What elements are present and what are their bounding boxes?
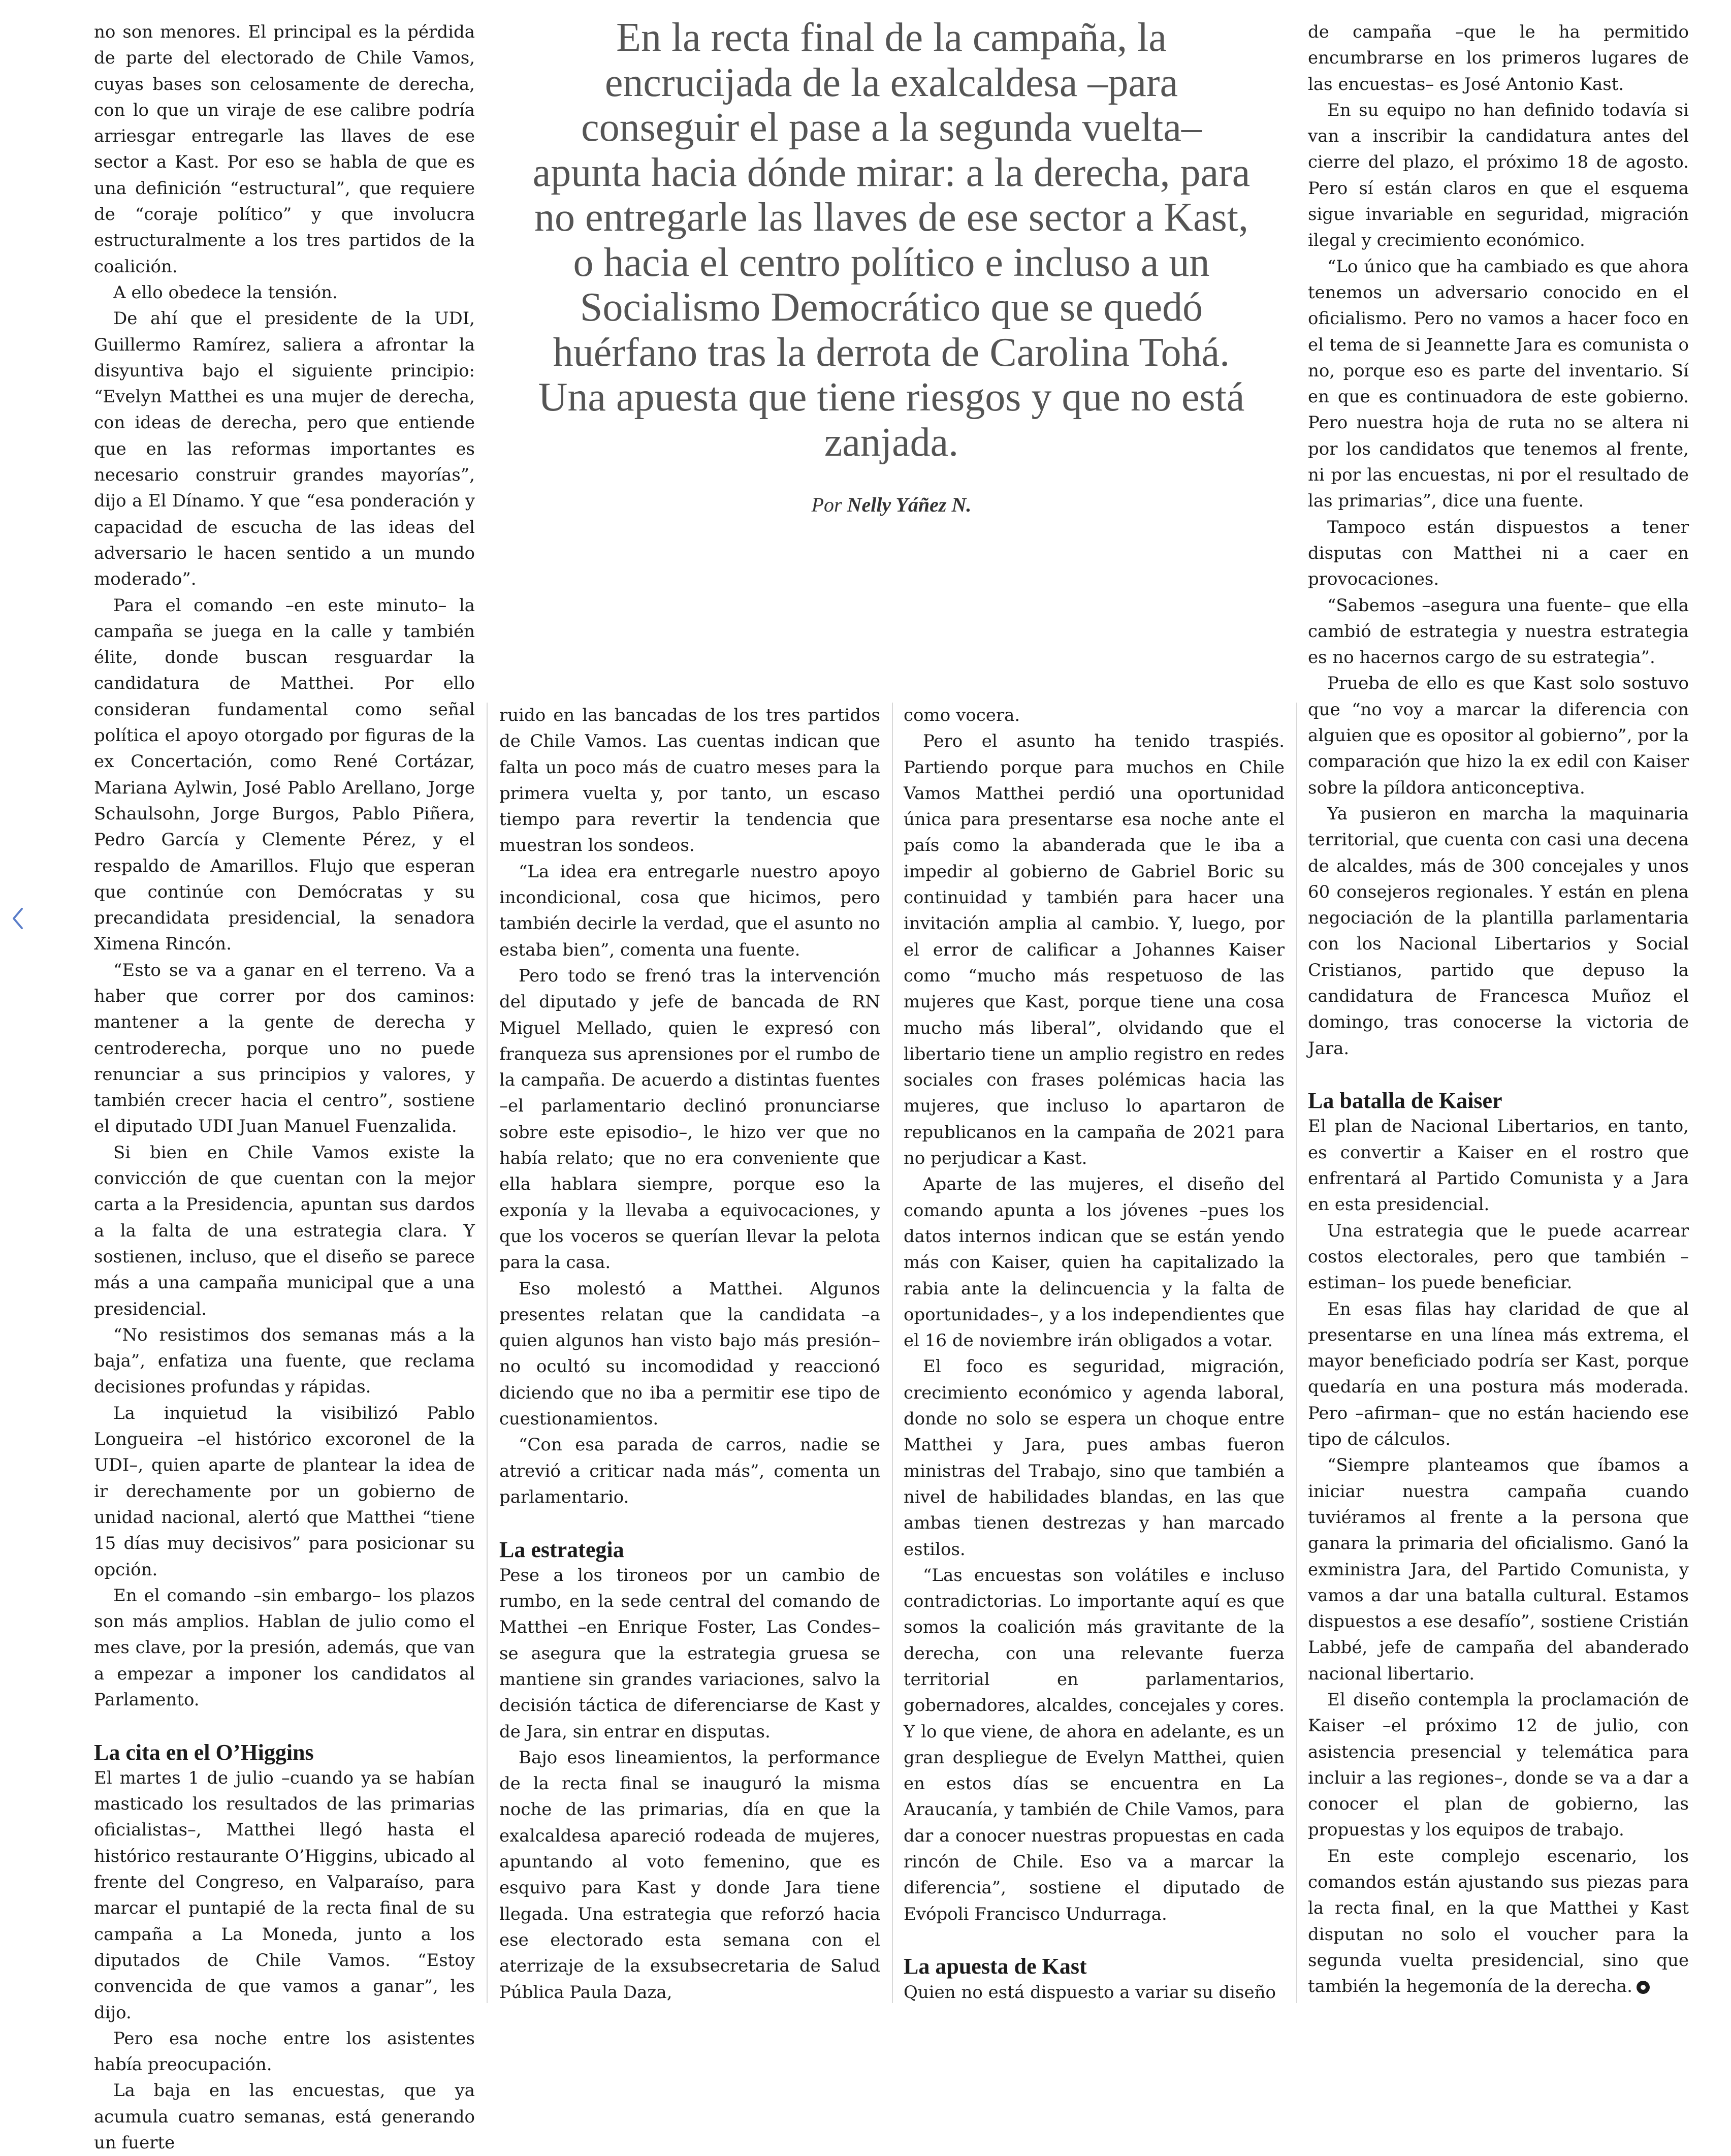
paragraph: El martes 1 de julio –cuando ya se habían masticado los resultados de las primarias oficialistas–, Matthei llegó hasta el histórico restaurante O’Higgins, ubicado al frente del Congreso, en Valparaíso, para marcar el puntapié de la recta final de su campaña a La Moneda, junto a los diputados de Chile Vamos. “Estoy convencida de que vamos a ganar”, les dijo. xyxy=(94,1767,475,2023)
paragraph: Una estrategia que le puede acarrear costos electorales, pero que también –estiman– los puede beneficiar. xyxy=(1308,1220,1689,1293)
paragraph: Pero el asunto ha tenido traspiés. Partiendo porque para muchos en Chile Vamos Matthei perdió una oportunidad única para presentarse esa noche ante el país como la abanderada que le iba a impedir al gobierno de Gabriel Boric su continuidad y también para hacer una invitación amplia al cambio. Y, luego, por el error de calificar a Johannes Kaiser como “mucho más respetuoso de las mujeres que Kast, porque tiene una cosa mucho más liberal”, olvidando que el libertario tiene un amplio registro en redes sociales con frases polémicas hacia las mujeres, que incluso lo apartaron de republicanos en la campaña de 2021 para no perjudicar a Kast. xyxy=(904,731,1285,1169)
article-deck: En la recta final de la campaña, la encrucijada de la exalcaldesa –para conseguir el pase a la segunda vuelta– apunta hacia dónde mirar: a la derecha, para no entregarle las llaves de ese sector a Kast, o hacia el centro político e incluso a un Socialismo Democrático que se quedó huérfano tras la derrota de Carolina Tohá. Una apuesta que tiene riesgos y que no está zanjada. xyxy=(532,15,1251,465)
paragraph: La baja en las encuestas, que ya acumula cuatro semanas, está generando un fuerte xyxy=(94,2080,475,2153)
byline xyxy=(531,493,1252,517)
end-of-article-icon xyxy=(1637,1981,1650,1994)
column-divider xyxy=(487,703,488,2003)
column-divider xyxy=(892,703,893,2003)
paragraph: “Esto se va a ganar en el terreno. Va a haber que correr por dos caminos: mantener a la gente de derecha y centroderecha, porque uno no puede renunciar a sus principios y valores, y también crecer hacia el centro”, sostiene el diputado UDI Juan Manuel Fuenzalida. xyxy=(94,960,475,1137)
paragraph: Pese a los tironeos por un cambio de rumbo, en la sede central del comando de Matthei –en Enrique Foster, Las Condes– se asegura que la estrategia gruesa se mantiene sin grandes variaciones, salvo la decisión táctica de diferenciarse de Kast y de Jara, sin entrar en disputas. xyxy=(499,1565,880,1742)
section-gap xyxy=(904,1927,1285,1953)
section-heading: La estrategia xyxy=(499,1537,624,1562)
article-column-4 xyxy=(1308,19,1689,2026)
paragraph: “Las encuestas son volátiles e incluso contradictorias. Lo importante aquí es que somos la coalición más gravitante de la derecha, con una relevante fuerza territorial en parlamentarios, gobernadores, alcaldes, concejales y cores. Y lo que viene, de ahora en adelante, es un gran despliegue de Evelyn Matthei, quien en estos días se encuentra en La Araucanía, y también de Chile Vamos, para dar a conocer nuestras propuestas en cada rincón de Chile. Eso va a marcar la diferencia”, sostiene el diputado de Evópoli Francisco Undurraga. xyxy=(904,1565,1285,1924)
paragraph: En esas filas hay claridad de que al presentarse en una línea más extrema, el mayor beneficiado podría ser Kast, porque quedaría en una postura más moderada. Pero –afirman– que no están haciendo ese tipo de cálculos. xyxy=(1308,1298,1689,1450)
paragraph: “No resistimos dos semanas más a la baja”, enfatiza una fuente, que reclama decisiones profundas y rápidas. xyxy=(94,1324,475,1398)
article-column-2 xyxy=(499,703,880,2023)
paragraph: El plan de Nacional Libertarios, en tanto, es convertir a Kaiser en el rostro que enfrentará al Partido Comunista y a Jara en esta presidencial. xyxy=(1308,1116,1689,1215)
paragraph: “La idea era entregarle nuestro apoyo incondicional, cosa que hicimos, pero también decirle la verdad, que el asunto no estaba bien”, comenta una fuente. xyxy=(499,861,880,960)
section-heading: La cita en el O’Higgins xyxy=(94,1739,314,1765)
chevron-left-icon xyxy=(11,906,25,931)
article-column-1 xyxy=(94,19,475,2153)
paragraph: “Con esa parada de carros, nadie se atrevió a criticar nada más”, comenta un parlamentario. xyxy=(499,1435,880,1507)
paragraph: Eso molestó a Matthei. Algunos presentes relatan que la candidata –a quien algunos han visto bajo más presión– no ocultó su incomodidad y reaccionó diciendo que no iba a permitir ese tipo de cuestionamientos. xyxy=(499,1278,880,1430)
paragraph: “Sabemos –asegura una fuente– que ella cambió de estrategia y nuestra estrategia es no hacernos cargo de su estrategia”. xyxy=(1308,595,1689,668)
paragraph: Si bien en Chile Vamos existe la convicción de que cuentan con la mejor carta a la Presidencia, apuntan sus dardos a la falta de una estrategia clara. Y sostienen, incluso, que el diseño se parece más a una campaña municipal que a una presidencial. xyxy=(94,1142,475,1319)
paragraph: Tampoco están dispuestos a tener disputas con Matthei ni a caer en provocaciones. xyxy=(1308,517,1689,590)
article-column-3 xyxy=(904,703,1285,2023)
paragraph: El foco es seguridad, migración, crecimiento económico y agenda laboral, donde no solo se espera un choque entre Matthei y Jara, pues ambas fueron ministras del Trabajo, sino que también a nivel de habilidades blandas, en las que ambas tienen destrezas y han marcado estilos. xyxy=(904,1356,1285,1560)
paragraph: De ahí que el presidente de la UDI, Guillermo Ramírez, saliera a afrontar la disyuntiva bajo el siguiente principio: “Evelyn Matthei es una mujer de derecha, con ideas de derecha, pero que entiende que en las reformas importantes es necesario construir grandes mayorías”, dijo a El Dínamo. Y que “esa ponderación y capacidad de escucha de las ideas del adversario le hacen sentido a un mundo moderado”. xyxy=(94,308,475,590)
section-gap xyxy=(499,1510,880,1536)
paragraph: “Siempre planteamos que íbamos a iniciar nuestra campaña cuando tuviéramos al frente a la persona que ganara la primaria del oficialismo. Ganó la exministra Jara, del Partido Comunista, y vamos a dar una batalla cultural. Estamos dispuestos a ese desafío”, sostiene Cristián Labbé, jefe de campaña del abanderado nacional libertario. xyxy=(1308,1455,1689,1684)
paragraph: Pero todo se frenó tras la intervención del diputado y jefe de bancada de RN Miguel Mellado, quien le expresó con franqueza sus aprensiones por el rumbo de la campaña. De acuerdo a distintas fuentes –el parlamentario declinó pronunciarse sobre este episodio–, le hizo ver que no había relato; que no era conveniente que ella hablara siempre, porque eso la exponía y la llevaba a equivocaciones, y que los voceros se querían llevar la pelota para la casa. xyxy=(499,965,880,1273)
paragraph: En su equipo no han definido todavía si van a inscribir la candidatura antes del cierre del plazo, el próximo 18 de agosto. Pero sí están claros en que el esquema sigue invariable en seguridad, migración ilegal y crecimiento económico. xyxy=(1308,100,1689,251)
paragraph: Ya pusieron en marcha la maquinaria territorial, que cuenta con casi una decena de alcaldes, más de 300 concejales y unos 60 consejeros regionales. Y están en plena negociación de la plantilla parlamentaria con los Nacional Libertarios y Social Cristianos, partido que depuso la candidatura de Francesca Muñoz el domingo, tras conocerse la victoria de Jara. xyxy=(1308,803,1689,1059)
paragraph: El diseño contempla la proclamación de Kaiser –el próximo 12 de julio, con asistencia presencial y telemática para incluir a las regiones–, donde se va a dar a conocer el plan de gobierno, las propuestas y los equipos de trabajo. xyxy=(1308,1690,1689,1841)
column-divider xyxy=(1296,703,1297,2003)
paragraph: de campaña –que le ha permitido encumbrarse en los primeros lugares de las encuestas– es José Antonio Kast. xyxy=(1308,22,1689,94)
paragraph: En el comando –sin embargo– los plazos son más amplios. Hablan de julio como el mes clave, por la presión, además, que van a empezar a imponer los candidatos al Parlamento. xyxy=(94,1585,475,1710)
paragraph: Para el comando –en este minuto– la campaña se juega en la calle y también élite, donde buscan resguardar la candidatura de Matthei. Por ello consideran fundamental como señal política el apoyo otorgado por figuras de la ex Concertación, como René Cortázar, Mariana Aylwin, José Pablo Arellano, Jorge Schaulsohn, Jorge Burgos, Pablo Piñera, Pedro García y Clemente Pérez, y el respaldo de Amarillos. Flujo que esperan que continúe con Demócratas y su precandidata presidencial, la senadora Ximena Rincón. xyxy=(94,595,475,955)
paragraph: Prueba de ello es que Kast solo sostuvo que “no voy a marcar la diferencia con alguien que es opositor al gobierno”, por la comparación que hizo la ex edil con Kaiser sobre la píldora anticonceptiva. xyxy=(1308,673,1689,798)
paragraph: como vocera. xyxy=(904,705,1020,725)
paragraph: La inquietud la visibilizó Pablo Longueira –el histórico excoronel de la UDI–, quien aparte de plantear la idea de ir derechamente por un gobierno de unidad nacional, alertó que Matthei “tiene 15 días muy decisivos” para posicionar su opción. xyxy=(94,1403,475,1580)
paragraph: A ello obedece la tensión. xyxy=(113,282,338,303)
section-gap xyxy=(1308,1062,1689,1088)
back-arrow-button[interactable] xyxy=(8,903,28,934)
byline-author: Nelly Yáñez N. xyxy=(847,493,972,516)
paragraph: Pero esa noche entre los asistentes había preocupación. xyxy=(94,2028,475,2075)
paragraph: “Lo único que ha cambiado es que ahora tenemos un adversario conocido en el oficialismo. Pero no vamos a hacer foco en el tema de si Jeannette Jara es comunista o no, porque eso es parte del inventario. Sí en que es continuadora de este gobierno. Pero nuestra hoja de ruta no se altera ni por los candidatos que tenemos al frente, ni por las encuestas, ni por el resultado de las primarias”, dice una fuente. xyxy=(1308,256,1689,512)
section-heading: La apuesta de Kast xyxy=(904,1954,1087,1979)
paragraph xyxy=(1308,1844,1689,2000)
paragraph: Aparte de las mujeres, el diseño del comando apunta a los jóvenes –pues los datos internos indican que se están yendo más con Kaiser, quien ha capitalizado la rabia ante la delincuencia y la falta de oportunidades–, y a los independientes que el 16 de noviembre irán obligados a votar. xyxy=(904,1174,1285,1351)
paragraph: Quien no está dispuesto a variar su diseño xyxy=(904,1982,1276,2003)
section-gap xyxy=(94,1713,475,1739)
paragraph: ruido en las bancadas de los tres partidos de Chile Vamos. Las cuentas indican que falta un poco más de cuatro meses para la primera vuelta y, por tanto, un escaso tiempo para revertir la tendencia que muestran los sondeos. xyxy=(499,705,880,856)
closing-paragraph-text: En este complejo escenario, los comandos están ajustando sus piezas para la recta final, en la que Matthei y Kast disputan no solo el voucher para la segunda vuelta presidencial, sino que también la hegemonía de la derecha. xyxy=(1308,1846,1689,1997)
paragraph: no son menores. El principal es la pérdida de parte del electorado de Chile Vamos, cuyas bases son celosamente de derecha, con lo que un viraje de ese calibre podría arriesgar entregarle las llaves de ese sector a Kast. Por eso se habla de que es una definición “estructural”, que requiere de “coraje político” y que involucra estructuralmente a los tres partidos de la coalición. xyxy=(94,22,475,277)
byline-prefix: Por xyxy=(811,493,842,516)
paragraph: Bajo esos lineamientos, la performance de la recta final se inauguró la misma noche de las primarias, día en que la exalcaldesa apareció rodeada de mujeres, apuntando al voto femenino, que es esquivo para Kast y donde Jara tiene llegada. Una estrategia que reforzó hacia ese electorado esta semana con el aterrizaje de la exsubsecretaria de Salud Pública Paula Daza, xyxy=(499,1747,880,2003)
section-heading: La batalla de Kaiser xyxy=(1308,1088,1502,1114)
